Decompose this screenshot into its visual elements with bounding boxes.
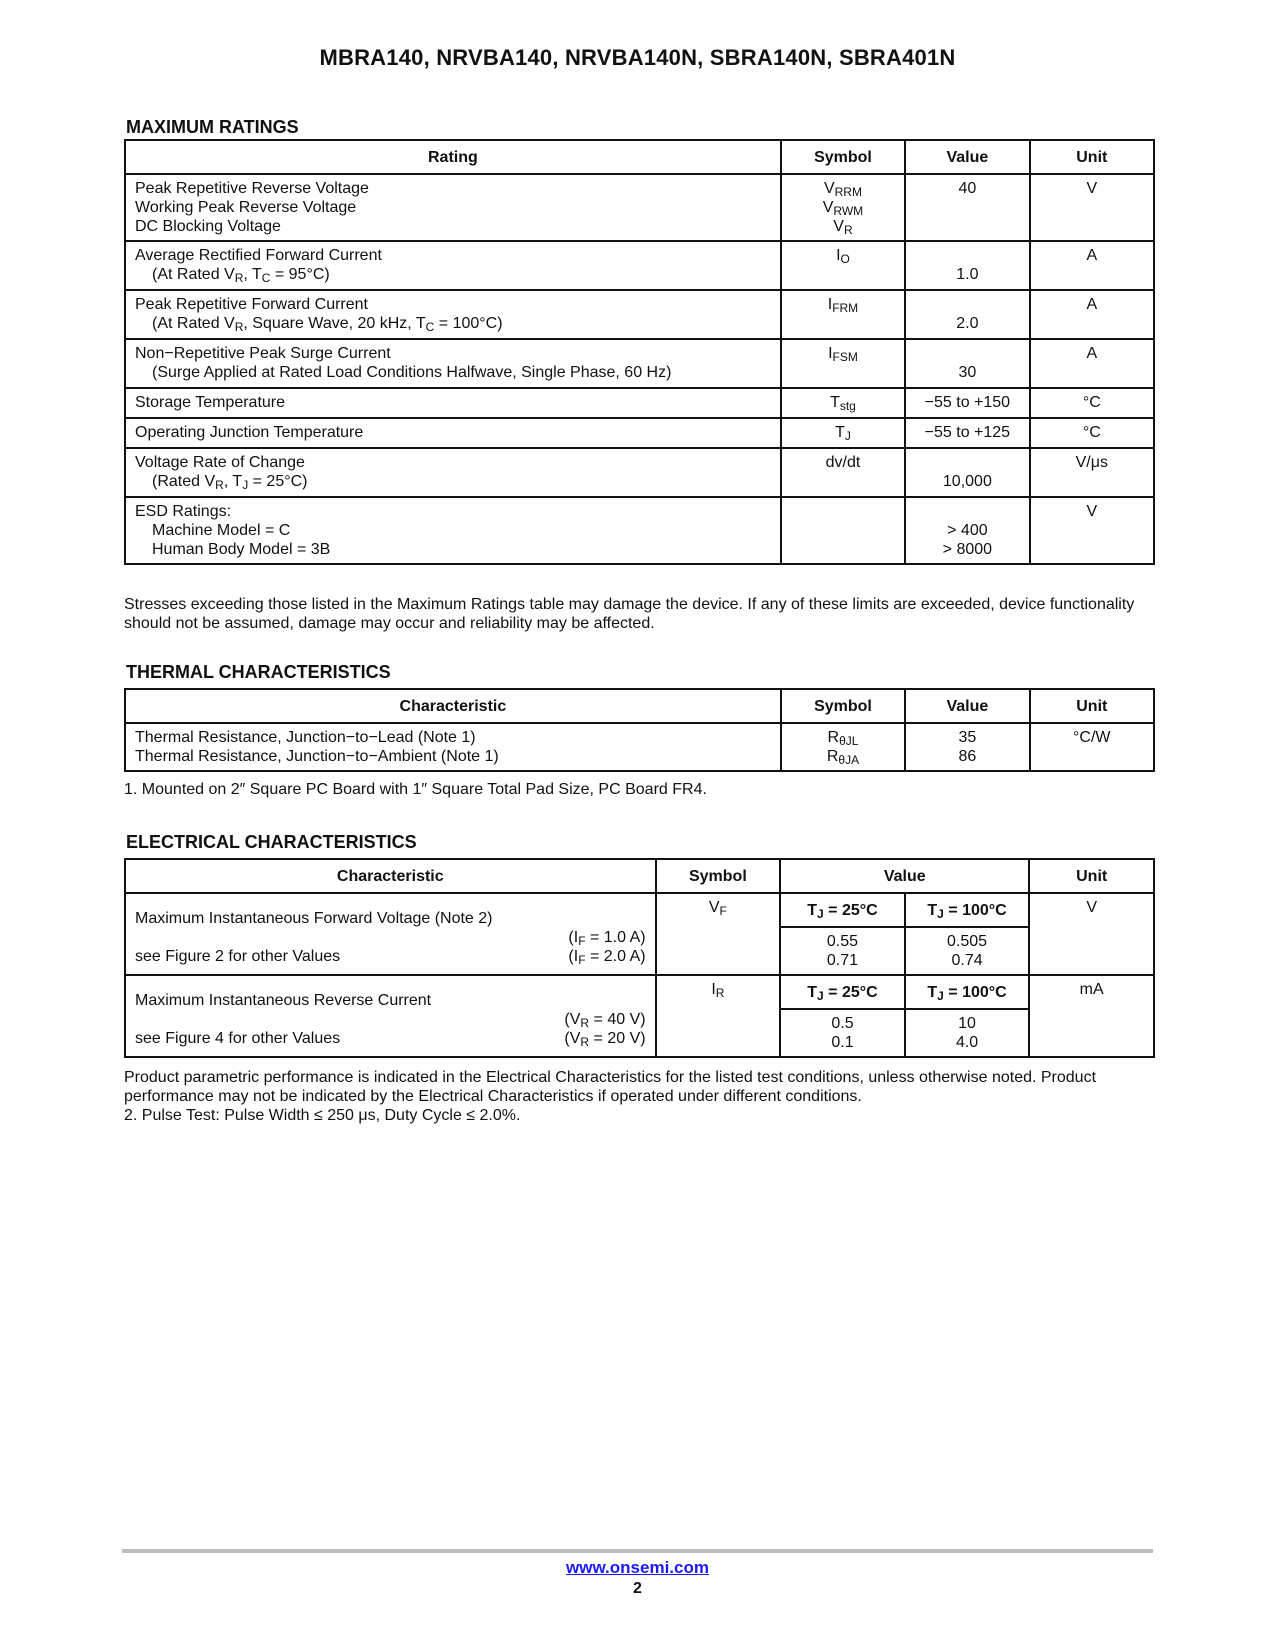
rating-text: Voltage Rate of Change — [135, 454, 305, 471]
rating-cell — [125, 448, 781, 497]
rating-text: Peak Repetitive Reverse Voltage — [135, 180, 369, 197]
electrical-title: ELECTRICAL CHARACTERISTICS — [126, 832, 417, 852]
value-cell: 40 — [905, 174, 1029, 241]
thermal-table — [124, 688, 1155, 772]
characteristic-cell: Maximum Instantaneous Forward Voltage (Note 2) ($I_F = 1.0$ A) see Figure 2 for other Values ($I_F = 2.0$ A) — [125, 893, 656, 975]
thermal-title: THERMAL CHARACTERISTICS — [126, 662, 391, 682]
table-row — [125, 975, 1154, 1009]
unit-cell: V/μs — [1030, 448, 1154, 497]
col-header: Value — [905, 140, 1029, 174]
table-row — [125, 448, 1154, 497]
table-row — [125, 174, 1154, 241]
footer-website-link[interactable]: www.onsemi.com — [566, 1558, 709, 1577]
rating-text: Non−Repetitive Peak Surge Current — [135, 345, 391, 362]
rating-cell — [125, 241, 781, 290]
col-header: Value — [780, 859, 1029, 893]
value-cell: > 400 > 8000 — [905, 497, 1029, 564]
symbol: $V_{RRM}$ — [823, 180, 862, 199]
symbol-cell — [781, 497, 905, 564]
col-header: Unit — [1030, 140, 1154, 174]
rating-condition: (Surge Applied at Rated Load Conditions Halfwave, Single Phase, 60 Hz) — [152, 364, 672, 381]
col-header: Unit — [1029, 859, 1154, 893]
rating-condition: Human Body Model = 3B — [152, 541, 331, 558]
rating-condition: Machine Model = C — [152, 522, 291, 539]
table-row — [125, 241, 1154, 290]
value-cell: 30 — [905, 339, 1029, 388]
symbol-cell: $I_O$ — [781, 241, 905, 290]
rating-text: ESD Ratings: — [135, 503, 232, 520]
table-row — [125, 290, 1154, 339]
symbol-cell: $T_{stg}$ — [781, 388, 905, 418]
electrical-table — [124, 858, 1155, 1058]
pulse-test-note: 2. Pulse Test: Pulse Width ≤ 250 μs, Duty Cycle ≤ 2.0%. — [124, 1107, 521, 1124]
value-cell: 2.0 — [905, 290, 1029, 339]
rating-cell — [125, 339, 781, 388]
value-cell: 0.55 0.71 — [780, 927, 905, 975]
table-header-row — [125, 140, 1154, 174]
symbol: $V_{RWM}$ — [822, 199, 864, 218]
footer-divider — [122, 1549, 1153, 1553]
col-header: Symbol — [656, 859, 781, 893]
rating-cell: Storage Temperature — [125, 388, 781, 418]
symbol-cell: $I_{FRM}$ — [781, 290, 905, 339]
rating-cell: Operating Junction Temperature — [125, 418, 781, 448]
rating-text: DC Blocking Voltage — [135, 218, 281, 235]
temp-header: $T_J = 25^\circ C$ — [780, 975, 905, 1009]
unit-cell: V — [1030, 497, 1154, 564]
rating-text: Working Peak Reverse Voltage — [135, 199, 357, 216]
unit-cell: V — [1030, 174, 1154, 241]
value-cell: 35 86 — [905, 723, 1029, 771]
max-ratings-note: Stresses exceeding those listed in the Maximum Ratings table may damage the device. If any of these limits are exceeded, device functionality should not be assumed, damage may occur and reliability may be affected. — [124, 596, 1135, 632]
rating-cell — [125, 174, 781, 241]
symbol-cell: $I_R$ — [656, 975, 781, 1057]
col-header: Characteristic — [125, 689, 781, 723]
temp-header: $T_J = 100^\circ C$ — [905, 893, 1030, 927]
unit-cell: A — [1030, 339, 1154, 388]
rating-condition: (At Rated $V_R$, $T_C = 95^\circ C$) — [152, 266, 330, 285]
page-number: 2 — [633, 1580, 642, 1597]
value-cell: 0.5 0.1 — [780, 1009, 905, 1057]
rating-text: Peak Repetitive Forward Current — [135, 296, 368, 313]
col-header: Characteristic — [125, 859, 656, 893]
value-cell: 10 4.0 — [905, 1009, 1030, 1057]
characteristic-cell: Maximum Instantaneous Reverse Current ($V_R = 40$ V) see Figure 4 for other Values ($V_R = 20$ V) — [125, 975, 656, 1057]
unit-cell: A — [1030, 290, 1154, 339]
characteristic-cell: Thermal Resistance, Junction−to−Lead (Note 1) Thermal Resistance, Junction−to−Ambient (Note 1) — [125, 723, 781, 771]
table-row — [125, 418, 1154, 448]
max-ratings-title: MAXIMUM RATINGS — [126, 117, 299, 137]
col-header: Rating — [125, 140, 781, 174]
temp-header: $T_J = 25^\circ C$ — [780, 893, 905, 927]
col-header: Unit — [1030, 689, 1154, 723]
unit-cell: °C — [1030, 418, 1154, 448]
symbol-cell: $I_{FSM}$ — [781, 339, 905, 388]
table-row — [125, 893, 1154, 927]
symbol-cell: $T_J$ — [781, 418, 905, 448]
unit-cell: °C/W — [1030, 723, 1154, 771]
value-cell: −55 to +125 — [905, 418, 1029, 448]
table-header-row — [125, 689, 1154, 723]
symbol: $V_R$ — [833, 218, 853, 237]
value-cell: 0.505 0.74 — [905, 927, 1030, 975]
col-header: Value — [905, 689, 1029, 723]
table-row — [125, 497, 1154, 564]
rating-condition: (Rated $V_R$, $T_J = 25^\circ C$) — [152, 473, 308, 492]
page-title: MBRA140, NRVBA140, NRVBA140N, SBRA140N, SBRA401N — [319, 45, 956, 70]
rating-condition: (At Rated $V_R$, Square Wave, 20 kHz, $T_C = 100^\circ C$) — [152, 315, 503, 334]
value-cell: 10,000 — [905, 448, 1029, 497]
rating-cell — [125, 497, 781, 564]
thermal-note: 1. Mounted on 2″ Square PC Board with 1″ Square Total Pad Size, PC Board FR4. — [124, 781, 707, 798]
table-row — [125, 339, 1154, 388]
symbol-cell — [781, 174, 905, 241]
col-header: Symbol — [781, 140, 905, 174]
table-row — [125, 388, 1154, 418]
value-cell: 1.0 — [905, 241, 1029, 290]
symbol-cell: $R_{\theta JL}$ $R_{\theta JA}$ — [781, 723, 905, 771]
rating-cell — [125, 290, 781, 339]
rating-text: Average Rectified Forward Current — [135, 247, 382, 264]
max-ratings-table — [124, 139, 1155, 565]
col-header: Symbol — [781, 689, 905, 723]
unit-cell: °C — [1030, 388, 1154, 418]
electrical-note: Product parametric performance is indicated in the Electrical Characteristics for the listed test conditions, unless otherwise noted. Product performance may not be indicated by the Electrical Characteristics if operated under different conditions. — [124, 1069, 1097, 1105]
table-header-row — [125, 859, 1154, 893]
value-cell: −55 to +150 — [905, 388, 1029, 418]
unit-cell: A — [1030, 241, 1154, 290]
unit-cell: mA — [1029, 975, 1154, 1057]
symbol-cell: dv/dt — [781, 448, 905, 497]
table-row — [125, 723, 1154, 771]
symbol-cell: $V_F$ — [656, 893, 781, 975]
unit-cell: V — [1029, 893, 1154, 975]
temp-header: $T_J = 100^\circ C$ — [905, 975, 1030, 1009]
